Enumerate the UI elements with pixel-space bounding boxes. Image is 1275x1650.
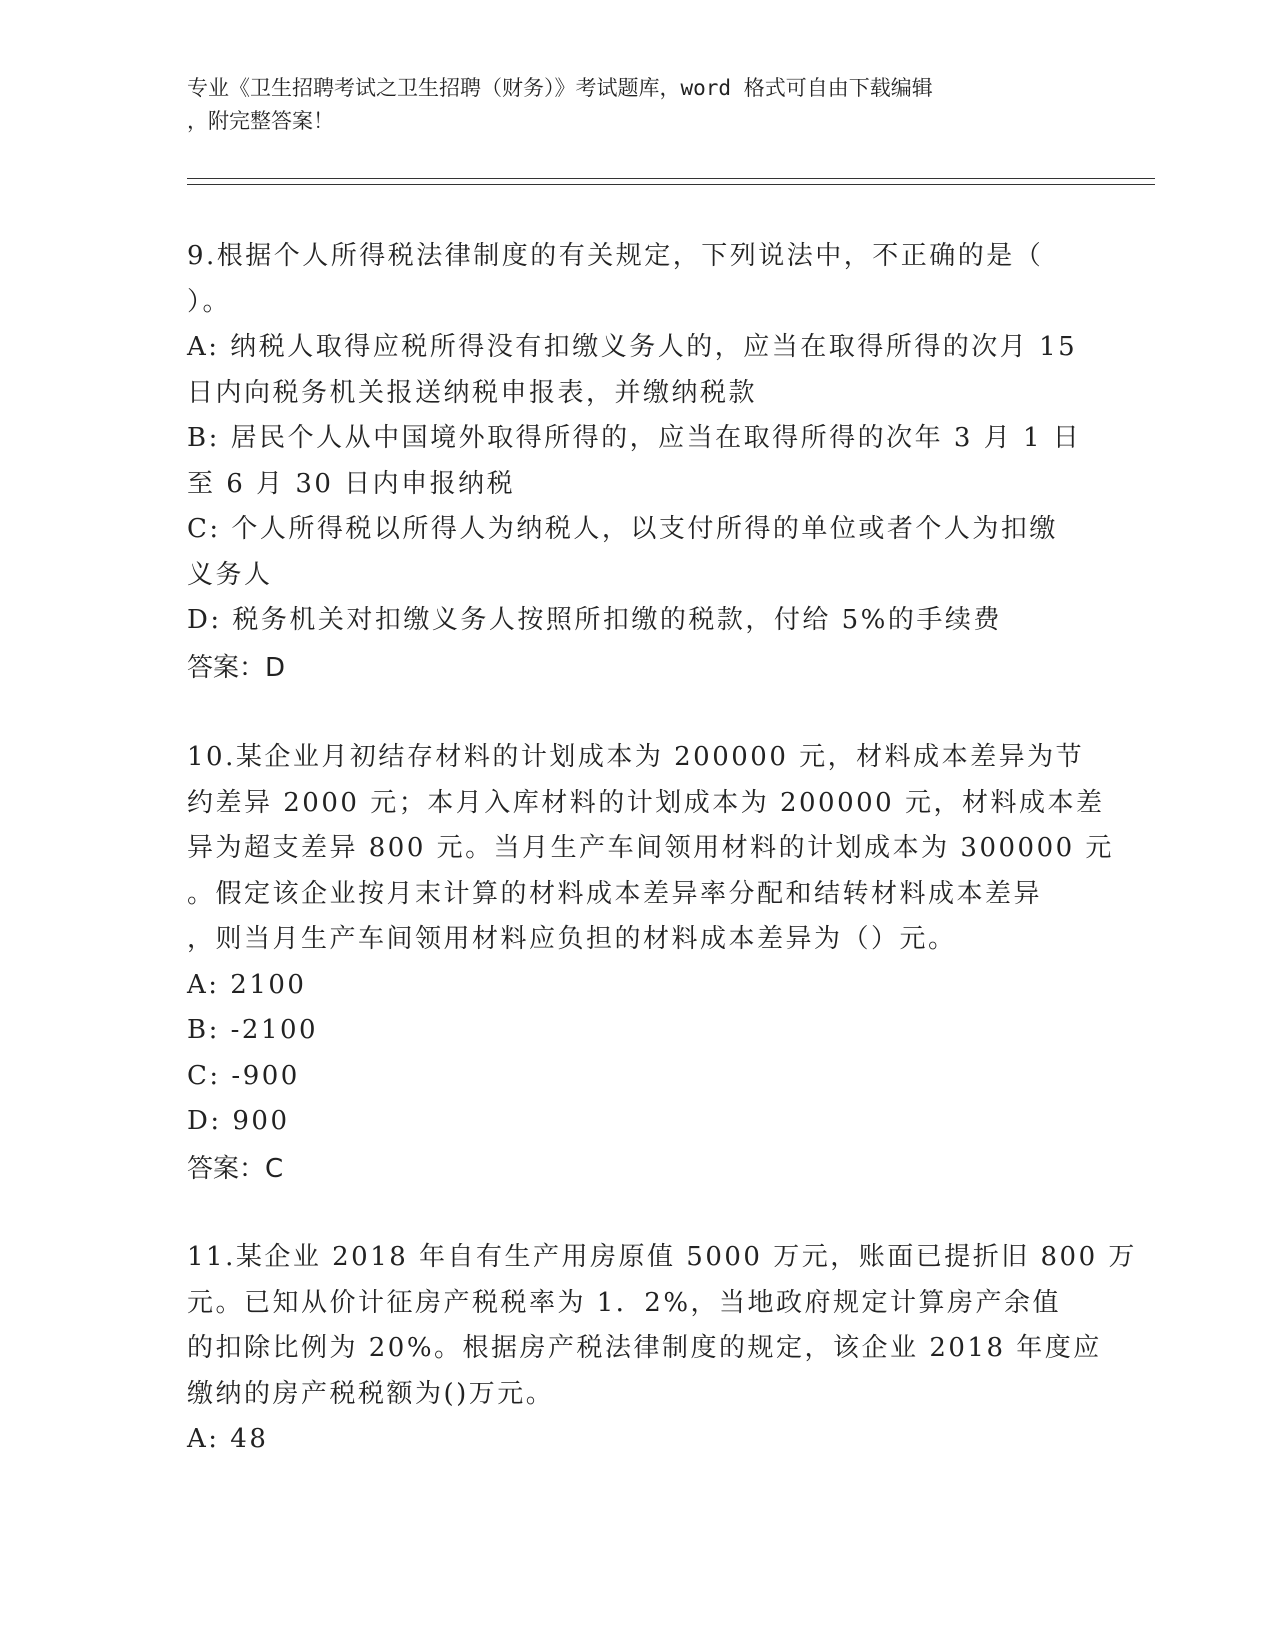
answer-label: 答案：D — [187, 652, 286, 683]
header-divider — [187, 178, 1155, 179]
header-divider — [187, 184, 1155, 185]
question-stem-line: 。假定该企业按月末计算的材料成本差异率分配和结转材料成本差异 — [187, 878, 1043, 909]
question-stem-line: 的扣除比例为 20%。根据房产税法律制度的规定，该企业 2018 年度应 — [187, 1333, 1102, 1363]
option-b-line: B: 居民个人从中国境外取得所得的，应当在取得所得的次年 3 月 1 日 — [187, 423, 1082, 453]
question-stem-line: 缴纳的房产税税额为()万元。 — [187, 1378, 555, 1409]
document-header — [187, 72, 1087, 138]
question-stem-line: ，则当月生产车间领用材料应负担的材料成本差异为（）元。 — [187, 924, 957, 954]
question-10 — [187, 735, 1114, 1192]
question-stem-line: 约差异 2000 元；本月入库材料的计划成本为 200000 元，材料成本差 — [187, 787, 1105, 818]
question-stem-line: 10.某企业月初结存材料的计划成本为 200000 元，材料成本差异为节 — [187, 742, 1085, 772]
option-b-line: B: -2100 — [187, 1015, 319, 1045]
option-a-line: 日内向税务机关报送纳税申报表，并缴纳税款 — [187, 377, 758, 408]
header-line: 专业《卫生招聘考试之卫生招聘（财务）》考试题库，word 格式可自由下载编辑 — [187, 76, 933, 100]
question-stem-line: 11.某企业 2018 年自有生产用房原值 5000 万元，账面已提折旧 800 万 — [187, 1242, 1137, 1272]
option-a-line: A: 48 — [187, 1424, 269, 1454]
question-stem-line: ）。 — [187, 286, 232, 317]
header-line: ，附完整答案！ — [187, 109, 334, 133]
option-b-line: 至 6 月 30 日内申报纳税 — [187, 468, 516, 499]
option-a-line: A: 2100 — [187, 969, 307, 1000]
question-11 — [187, 1235, 1137, 1463]
option-a-line: A: 纳税人取得应税所得没有扣缴义务人的，应当在取得所得的次月 15 — [187, 332, 1078, 362]
option-d-line: D: 税务机关对扣缴义务人按照所扣缴的税款，付给 5%的手续费 — [187, 605, 1002, 635]
question-stem-line: 异为超支差异 800 元。当月生产车间领用材料的计划成本为 300000 元 — [187, 833, 1114, 863]
option-c-line: C: 个人所得税以所得人为纳税人，以支付所得的单位或者个人为扣缴 — [187, 514, 1058, 544]
answer-label: 答案：C — [187, 1153, 284, 1184]
question-9 — [187, 234, 1087, 691]
option-d-line: D: 900 — [187, 1106, 290, 1136]
option-c-line: 义务人 — [187, 559, 273, 590]
option-c-line: C: -900 — [187, 1060, 300, 1091]
question-stem-line: 9.根据个人所得税法律制度的有关规定，下列说法中，不正确的是（ — [187, 241, 1044, 271]
question-stem-line: 元。已知从价计征房产税税率为 1．2%，当地政府规定计算房产余值 — [187, 1287, 1062, 1318]
